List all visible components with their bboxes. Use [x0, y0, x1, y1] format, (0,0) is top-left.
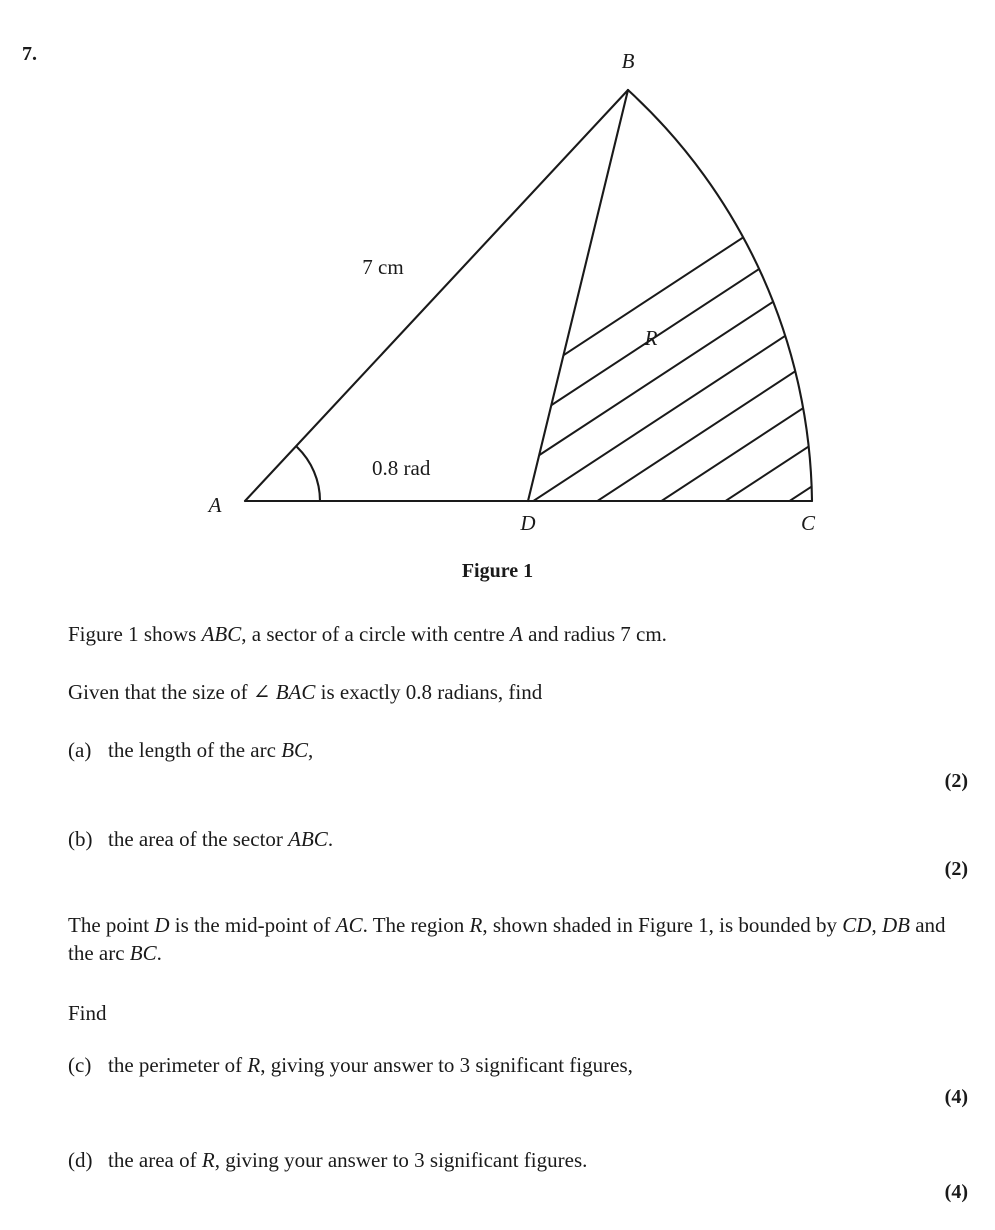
given-paragraph — [68, 678, 973, 706]
part-c-text — [108, 1051, 973, 1079]
part-b-marks: (2) — [944, 858, 968, 880]
part-b-text-2: . — [327, 827, 334, 851]
part-c-marks: (4) — [944, 1086, 968, 1108]
figure-1-diagram — [150, 40, 870, 540]
pointd-db: DB — [881, 913, 910, 937]
question-number: 7. — [22, 43, 37, 65]
figure-caption: Figure 1 — [461, 560, 534, 582]
figure-label-a: A — [208, 493, 222, 517]
part-b — [68, 825, 973, 853]
part-c-text-2: , giving your answer to 3 significant figures, — [260, 1053, 633, 1077]
angle-marker-at-a — [297, 447, 320, 501]
pointd-text-7: . — [156, 941, 162, 966]
part-b-tag: (b) — [68, 827, 93, 851]
intro-centre-a: A — [510, 622, 523, 646]
sector-diagram-svg — [150, 40, 870, 540]
pointd-text-1: The point — [68, 913, 155, 937]
pointd-bc: BC — [129, 941, 157, 966]
given-bac: BAC — [275, 680, 316, 704]
part-c-tag: (c) — [68, 1053, 92, 1077]
part-d-text-2: , giving your answer to 3 significant figures. — [214, 1148, 588, 1172]
figure-label-c: C — [800, 511, 816, 535]
pointd-cd: CD — [842, 913, 872, 937]
intro-text-2: , a sector of a circle with centre — [241, 622, 511, 646]
find-instruction: Find — [68, 1001, 107, 1025]
part-d-text — [108, 1146, 973, 1174]
part-d-text-1: the area of — [108, 1148, 202, 1172]
figure-label-d: D — [520, 511, 536, 535]
part-a — [68, 736, 973, 764]
intro-text-3: and radius 7 cm. — [522, 622, 667, 646]
part-c — [68, 1051, 973, 1079]
part-a-marks: (2) — [944, 770, 968, 792]
part-b-text-1: the area of the sector — [108, 827, 289, 851]
part-c-text-1: the perimeter of — [108, 1053, 248, 1077]
part-d — [68, 1146, 973, 1174]
intro-paragraph — [68, 620, 973, 648]
part-a-tag: (a) — [68, 738, 92, 762]
segment-ab — [245, 90, 628, 501]
figure-label-radius: 7 cm — [362, 255, 404, 279]
part-d-tag: (d) — [68, 1148, 93, 1172]
part-a-text-2: , — [308, 738, 314, 762]
figure-label-b: B — [621, 49, 635, 73]
figure-label-region-r: R — [644, 326, 658, 350]
intro-text-1: Figure 1 shows — [68, 622, 202, 646]
part-a-emph: BC — [281, 738, 309, 762]
pointd-text-4: , shown shaded in Figure 1, is bounded by — [482, 913, 843, 937]
figure-label-angle: 0.8 rad — [372, 456, 431, 480]
pointd-text-6: and the arc — [68, 913, 946, 966]
intro-abc: ABC — [201, 622, 242, 646]
part-a-text-1: the length of the arc — [108, 738, 282, 762]
given-text-1: Given that the size of ∠ — [68, 680, 276, 704]
pointd-ac: AC — [335, 913, 363, 937]
part-a-text — [108, 736, 973, 764]
pointd-text-2: is the mid-point of — [169, 913, 336, 937]
segment-db — [528, 90, 628, 501]
given-text-2: is exactly 0.8 radians, find — [315, 680, 543, 704]
part-b-text — [108, 825, 973, 853]
point-d-paragraph — [68, 911, 973, 967]
pointd-r: R — [469, 913, 483, 937]
part-b-emph: ABC — [288, 827, 328, 851]
pointd-text-3: . The region — [362, 913, 470, 937]
part-c-emph: R — [247, 1053, 261, 1077]
part-d-emph: R — [201, 1148, 215, 1172]
part-d-marks: (4) — [944, 1181, 968, 1203]
pointd-text-5: , — [871, 913, 882, 937]
pointd-d: D — [154, 913, 170, 937]
